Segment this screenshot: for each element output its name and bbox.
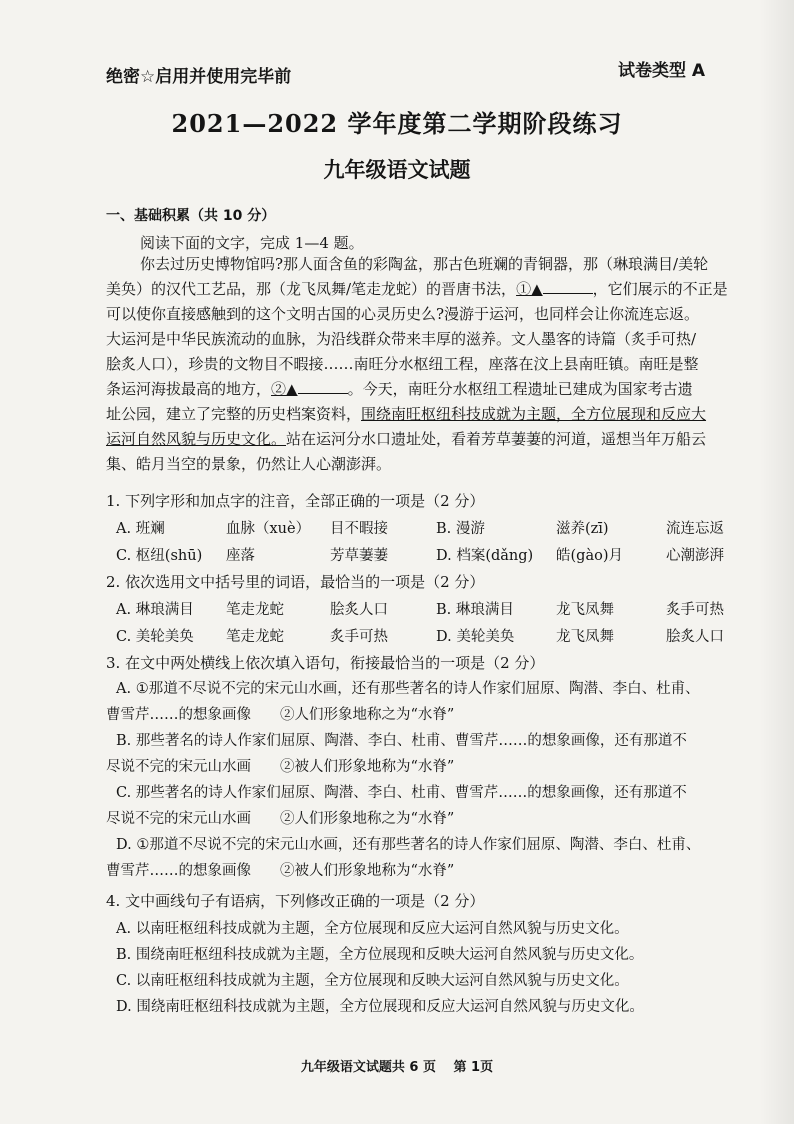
passage-text: 址公园，建立了完整的历史档案资料， bbox=[106, 405, 362, 423]
passage-line bbox=[106, 277, 754, 302]
paper-type-label: 试卷类型 A bbox=[618, 61, 706, 81]
option-c: C. 那些著名的诗人作家们屈原、陶潜、李白、杜甫、曹雪芹……的想象画像，还有那道不 bbox=[116, 785, 687, 801]
passage-text: 站在运河分水口遗址处，看着芳草萋萋的河道，遥想当年万船云 bbox=[286, 430, 707, 448]
option-d-item: 脍炙人口 bbox=[666, 629, 724, 645]
option-a-item: 脍炙人口 bbox=[330, 602, 388, 618]
option-c-item: 芳草萋萋 bbox=[330, 548, 388, 564]
blank-2: ②▲ bbox=[271, 380, 298, 398]
option-b: B. 漫游 bbox=[436, 521, 485, 537]
option-c: C. 枢纽(shū) bbox=[116, 548, 203, 564]
passage-line bbox=[106, 377, 754, 402]
option-c-cont: 尽说不完的宋元山水画 ②人们形象地称之为“水脊” bbox=[106, 811, 455, 827]
passage-text: 条运河海拔最高的地方， bbox=[106, 380, 272, 398]
passage-line bbox=[106, 427, 754, 452]
option-a-item: 笔走龙蛇 bbox=[226, 602, 284, 618]
option-d: D. 档案(dǎng) bbox=[436, 548, 534, 564]
option-b-item: 炙手可热 bbox=[666, 602, 724, 618]
option-c: C. 以南旺枢纽科技成就为主题，全方位展现和反映大运河自然风貌与历史文化。 bbox=[116, 973, 629, 989]
option-d-item: 皓(gào)月 bbox=[556, 548, 623, 564]
passage-line: 脍炙人口），珍贵的文物目不暇接……南旺分水枢纽工程，座落在汶上县南旺镇。南旺是整 bbox=[106, 355, 699, 373]
blank-1-line bbox=[543, 279, 593, 294]
option-d-cont: 曹雪芹……的想象画像 ②被人们形象地称为“水脊” bbox=[106, 863, 455, 879]
section-heading: 一、基础积累（共 10 分） bbox=[106, 208, 276, 224]
option-c-item: 炙手可热 bbox=[330, 629, 388, 645]
question-3-stem: 3. 在文中两处横线上依次填入语句，衔接最恰当的一项是（2 分） bbox=[106, 654, 545, 672]
option-c-item: 座落 bbox=[226, 548, 255, 564]
blank-1: ①▲ bbox=[516, 280, 543, 298]
option-a: A. 班斓 bbox=[116, 521, 165, 537]
passage-line bbox=[106, 402, 754, 427]
option-b: B. 琳琅满目 bbox=[436, 602, 514, 618]
option-a: A. ①那道不尽说不完的宋元山水画，还有那些著名的诗人作家们屈原、陶潜、李白、杜甫、 bbox=[116, 681, 700, 697]
option-a-cont: 曹雪芹……的想象画像 ②人们形象地称之为“水脊” bbox=[106, 707, 455, 723]
passage-text: 美奂）的汉代工艺品，那（龙飞凤舞/笔走龙蛇）的晋唐书法， bbox=[106, 280, 517, 298]
exam-title: 2021—2022 学年度第二学期阶段练习 bbox=[171, 109, 623, 138]
question-2-options-row-1 bbox=[116, 598, 756, 620]
question-4-stem: 4. 文中画线句子有语病，下列修改正确的一项是（2 分） bbox=[106, 892, 485, 910]
option-b: B. 那些著名的诗人作家们屈原、陶潜、李白、杜甫、曹雪芹……的想象画像，还有那道不 bbox=[116, 733, 687, 749]
option-d: D. 围绕南旺枢纽科技成就为主题，全方位展现和反应大运河自然风貌与历史文化。 bbox=[116, 999, 644, 1015]
exam-subtitle: 九年级语文试题 bbox=[323, 157, 471, 182]
option-b-cont: 尽说不完的宋元山水画 ②被人们形象地称为“水脊” bbox=[106, 759, 455, 775]
section-instruction: 阅读下面的文字，完成 1—4 题。 bbox=[140, 234, 364, 252]
question-4-options bbox=[106, 917, 758, 1021]
confidential-label: 绝密☆启用并使用完毕前 bbox=[106, 67, 292, 87]
option-a-item: 血脉（xuè） bbox=[226, 521, 311, 537]
passage-line: 大运河是中华民族流动的血脉，为沿线群众带来丰厚的滋养。文人墨客的诗篇（炙手可热/ bbox=[106, 330, 697, 348]
option-d-item: 龙飞凤舞 bbox=[556, 629, 614, 645]
underlined-sentence: 围绕南旺枢纽科技成就为主题，全方位展现和反应大 bbox=[361, 405, 707, 423]
option-d-item: 心潮澎湃 bbox=[666, 548, 724, 564]
question-1-options-row-1 bbox=[116, 517, 756, 539]
question-1-stem: 1. 下列字形和加点字的注音，全部正确的一项是（2 分） bbox=[106, 492, 485, 510]
option-d: D. ①那道不尽说不完的宋元山水画，还有那些著名的诗人作家们屈原、陶潜、李白、杜甫、 bbox=[116, 837, 701, 853]
blank-2-line bbox=[298, 379, 348, 394]
question-2-stem: 2. 依次选用文中括号里的词语，最恰当的一项是（2 分） bbox=[106, 573, 485, 591]
question-3-options bbox=[106, 677, 758, 885]
passage-text: ，它们展示的不正是 bbox=[592, 280, 728, 298]
question-1-options-row-2 bbox=[116, 544, 756, 566]
reading-passage bbox=[106, 252, 754, 477]
question-2-options-row-2 bbox=[116, 625, 756, 647]
underlined-sentence: 运河自然风貌与历史文化。 bbox=[106, 430, 287, 448]
option-b-item: 滋养(zī) bbox=[556, 521, 609, 537]
option-b-item: 龙飞凤舞 bbox=[556, 602, 614, 618]
passage-text: 。今天，南旺分水枢纽工程遗址已建成为国家考古遗 bbox=[347, 380, 693, 398]
option-b: B. 围绕南旺枢纽科技成就为主题，全方位展现和反映大运河自然风貌与历史文化。 bbox=[116, 947, 644, 963]
option-c: C. 美轮美奂 bbox=[116, 629, 194, 645]
page-footer: 九年级语文试题共 6 页 第 1页 bbox=[300, 1060, 494, 1075]
passage-line: 集、皓月当空的景象，仍然让人心潮澎湃。 bbox=[106, 455, 392, 473]
passage-line: 你去过历史博物馆吗?那人面含鱼的彩陶盆，那古色班斓的青铜器，那（琳琅满目/美轮 bbox=[140, 255, 709, 273]
passage-line: 可以使你直接感触到的这个文明古国的心灵历史么?漫游于运河，也同样会让你流连忘返。 bbox=[106, 305, 700, 323]
option-a-item: 目不暇接 bbox=[330, 521, 388, 537]
option-c-item: 笔走龙蛇 bbox=[226, 629, 284, 645]
option-a: A. 以南旺枢纽科技成就为主题，全方位展现和反应大运河自然风貌与历史文化。 bbox=[116, 921, 629, 937]
scan-edge-shadow bbox=[760, 0, 794, 1124]
option-a: A. 琳琅满目 bbox=[116, 602, 194, 618]
option-b-item: 流连忘返 bbox=[666, 521, 724, 537]
option-d: D. 美轮美奂 bbox=[436, 629, 515, 645]
